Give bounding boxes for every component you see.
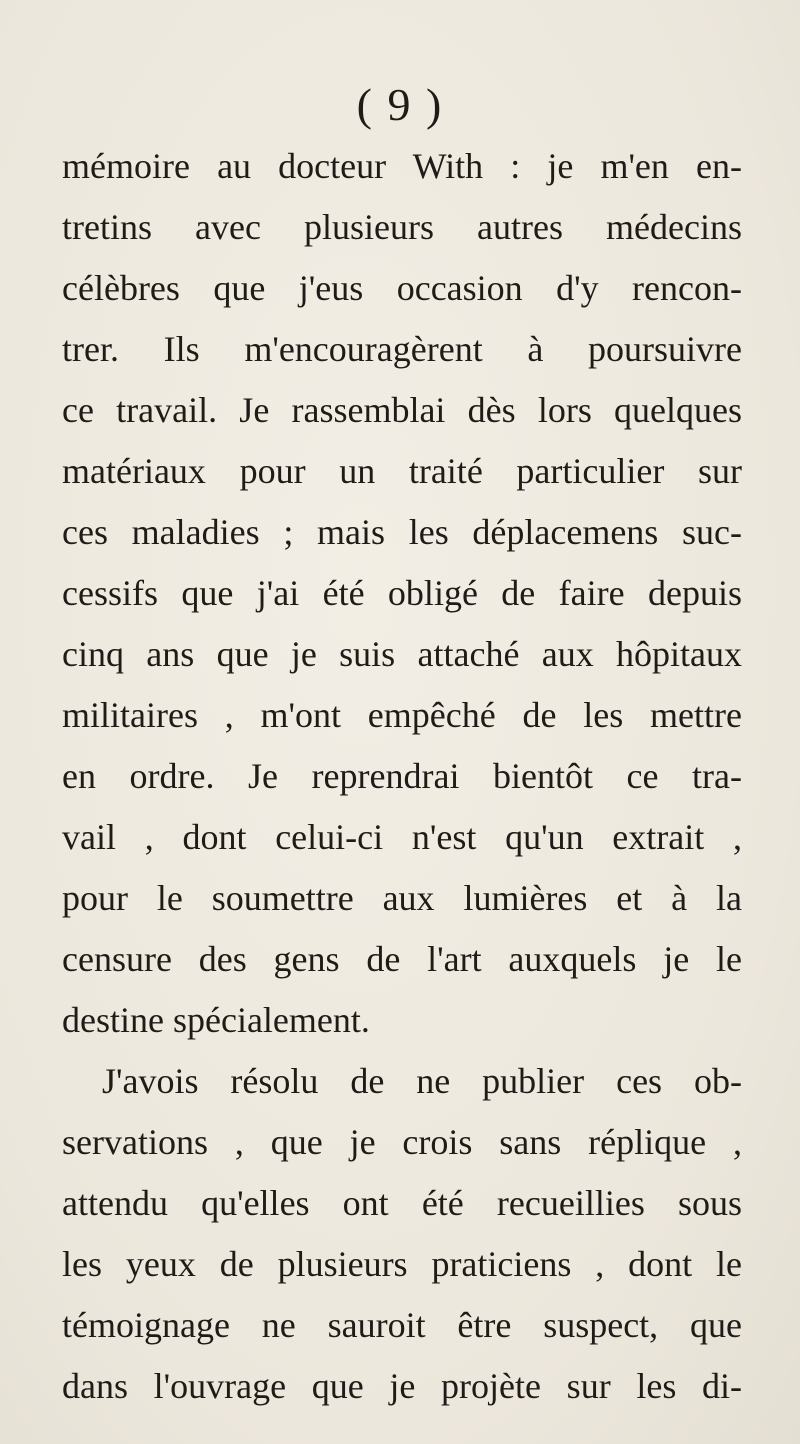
text-line: ces maladies ; mais les déplacemens suc-	[62, 512, 742, 552]
paragraph-end-line: destine spécialement.	[62, 1000, 370, 1040]
text-line: trer. Ils m'encouragèrent à poursuivre	[62, 329, 742, 369]
text-line: cinq ans que je suis attaché aux hôpitaux	[62, 634, 742, 674]
text-line: pour le soumettre aux lumières et à la	[62, 878, 742, 918]
text-line: témoignage ne sauroit être suspect, que	[62, 1305, 742, 1345]
paragraph-start-line: J'avois résolu de ne publier ces ob-	[102, 1061, 742, 1101]
text-line: censure des gens de l'art auxquels je le	[62, 939, 742, 979]
page-number: ( 9 )	[356, 79, 444, 130]
text-line: militaires , m'ont empêché de les mettre	[62, 695, 742, 735]
text-line: servations , que je crois sans réplique ,	[62, 1122, 742, 1162]
body-text	[62, 136, 742, 1417]
text-line: en ordre. Je reprendrai bientôt ce tra-	[62, 756, 742, 796]
text-line: célèbres que j'eus occasion d'y rencon-	[62, 268, 742, 308]
text-line: ce travail. Je rassemblai dès lors quelques	[62, 390, 742, 430]
text-line: matériaux pour un traité particulier sur	[62, 451, 742, 491]
text-line: mémoire au docteur With : je m'en en-	[62, 146, 742, 186]
text-line: dans l'ouvrage que je projète sur les di-	[62, 1366, 742, 1406]
text-line: cessifs que j'ai été obligé de faire depuis	[62, 573, 742, 613]
text-line: les yeux de plusieurs praticiens , dont le	[62, 1244, 742, 1284]
text-line: vail , dont celui-ci n'est qu'un extrait ,	[62, 817, 742, 857]
text-line: tretins avec plusieurs autres médecins	[62, 207, 742, 247]
text-line: attendu qu'elles ont été recueillies sous	[62, 1183, 742, 1223]
